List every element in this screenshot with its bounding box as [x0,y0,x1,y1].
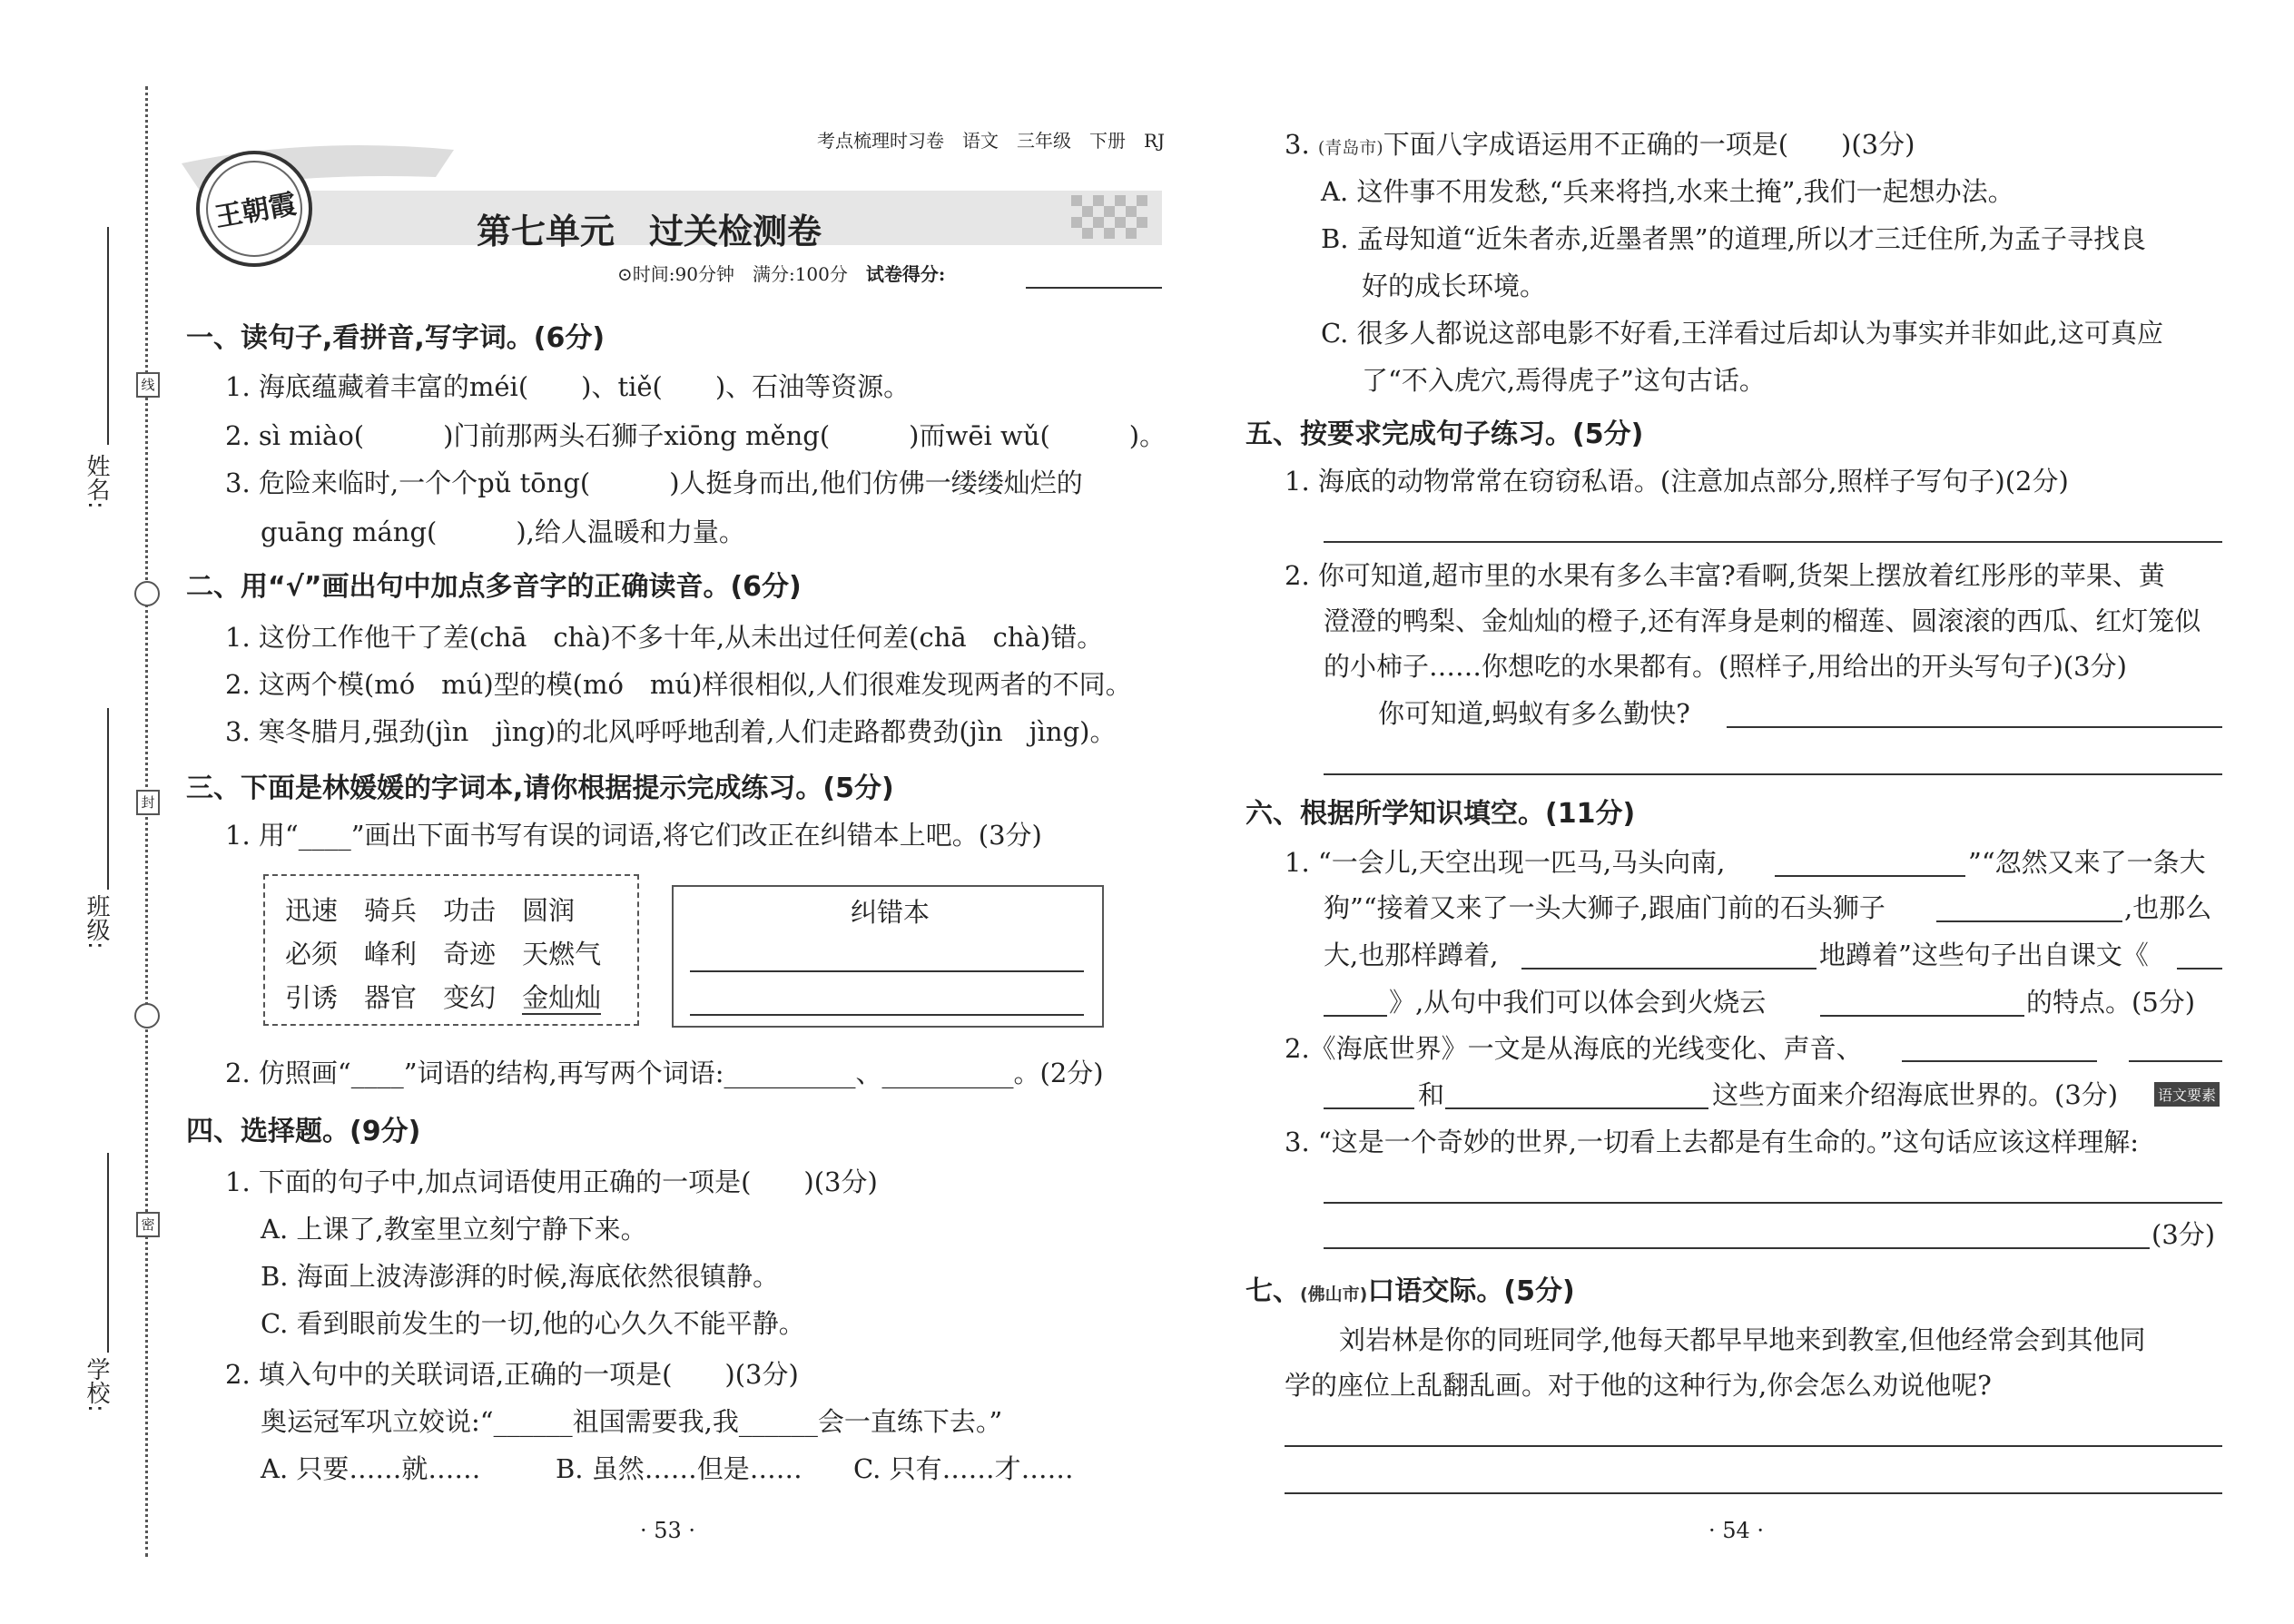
s1-q1[interactable]: 1. 海底蕴藏着丰富的méi( )、tiě( )、石油等资源。 [225,371,911,402]
s4-q1-option-c[interactable]: C. 看到眼前发生的一切,他的心久久不能平静。 [261,1308,805,1339]
blank-line[interactable] [1445,1107,1708,1109]
s4-q1[interactable]: 1. 下面的句子中,加点词语使用正确的一项是( )(3分) [225,1166,878,1197]
s6-q1c: 大,也那样蹲着, [1324,940,1499,970]
s6-q2b2: 这些方面来介绍海底世界的。(3分) [1712,1079,2119,1110]
section-2-title: 二、用“√”画出句中加点多音字的正确读音。(6分) [186,571,802,603]
s4-q2[interactable]: 2. 填入句中的关联词语,正确的一项是( )(3分) [225,1359,799,1390]
answer-line[interactable] [1324,773,2222,775]
name-field-line[interactable] [107,227,109,445]
s5-q2a: 2. 你可知道,超市里的水果有多么丰富?看啊,货架上摆放着红彤彤的苹果、黄 [1285,560,2165,591]
region-tag: (佛山市) [1300,1284,1368,1304]
word[interactable]: 骑兵 [364,895,418,926]
blank-line[interactable] [1936,920,2122,922]
s6-q1a2: ”“忽然又来了一条大 [1968,847,2206,878]
s5-q1: 1. 海底的动物常常在窃窃私语。(注意加点部分,照样子写句子)(2分) [1285,466,2069,497]
exam-info: ⊙时间:90分钟 满分:100分 试卷得分: [617,263,946,285]
word[interactable]: 引诱 [285,982,339,1013]
binding-mark-mi: 密 [136,1212,160,1237]
page-number-right: · 54 · [1708,1518,1765,1543]
s6-q1c2: 地蹲着”这些句子出自课文《 [1819,940,2149,970]
s6-q1d2: 》,从句中我们可以体会到火烧云 [1389,987,1767,1018]
answer-line[interactable] [1324,1247,2150,1249]
page-number-left: · 53 · [640,1518,696,1543]
s6-q1b: 狗”“接着又来了一头大狮子,跟庙门前的石头狮子 [1324,892,1885,923]
page-title: 第七单元 过关检测卷 [477,212,822,251]
s4-q2-option-c[interactable]: C. 只有……才…… [853,1453,1074,1484]
word-notebook [263,874,639,1026]
s1-q3a[interactable]: 3. 危险来临时,一个个pǔ tōng( )人挺身而出,他们仿佛一缕缕灿烂的 [225,468,1083,498]
class-field-line[interactable] [107,708,109,890]
s1-q3b[interactable]: guāng máng( ),给人温暖和力量。 [261,517,745,547]
word[interactable]: 圆润 [522,895,576,926]
s5-q2c: 的小柿子……你想吃的水果都有。(照样子,用给出的开头写句子)(3分) [1324,651,2127,682]
clock-icon: ⊙ [617,263,633,285]
r-q3-option-c[interactable]: C. 很多人都说这部电影不好看,王洋看过后却认为事实并非如此,这可真应 [1321,318,2164,349]
s3-q2[interactable]: 2. 仿照画“____”词语的结构,再写两个词语:__________、__________。(2分) [225,1058,1104,1088]
word[interactable]: 迅速 [285,895,339,926]
binding-mark-feng: 封 [136,790,160,815]
s2-q2[interactable]: 2. 这两个模(mó mú)型的模(mó mú)样很相似,人们很难发现两者的不同。 [225,669,1132,700]
section-1-title: 一、读句子,看拼音,写字词。(6分) [186,322,605,354]
blank-line[interactable] [1820,1015,2024,1017]
binding-line [145,86,148,1557]
blank-line[interactable] [2177,968,2222,969]
blank-line[interactable] [1324,1015,1387,1017]
section-3-title: 三、下面是林媛媛的字词本,请你根据提示完成练习。(5分) [186,773,894,804]
word-row [285,895,576,926]
s5-q2d: 你可知道,蚂蚁有多么勤快? [1378,698,1690,729]
correction-line[interactable] [690,970,1084,972]
word-underlined[interactable]: 金灿灿 [522,982,602,1013]
answer-line[interactable] [1727,726,2222,728]
s4-q2-option-a[interactable]: A. 只要……就…… [261,1453,481,1484]
answer-line[interactable] [1324,1202,2222,1204]
school-label: 学校: [83,1357,110,1412]
correction-line[interactable] [690,1014,1084,1016]
s3-q1: 1. 用“____”画出下面书写有误的词语,将它们改正在纠错本上吧。(3分) [225,820,1042,851]
s4-q1-option-b[interactable]: B. 海面上波涛澎湃的时候,海底依然很镇静。 [261,1261,779,1292]
r-q3-option-b-cont: 好的成长环境。 [1362,271,1547,301]
binding-circle-icon [134,1003,160,1029]
word[interactable]: 峰利 [364,939,418,969]
section-7-title: 七、(佛山市)口语交际。(5分) [1245,1275,1575,1307]
word[interactable]: 变幻 [443,982,497,1013]
s4-q2-sentence[interactable]: 奥运冠军巩立姣说:“______祖国需要我,我______会一直练下去。” [261,1406,1003,1437]
section-6-title: 六、根据所学知识填空。(11分) [1245,798,1636,830]
binding-mark-xian: 线 [136,372,160,398]
word[interactable]: 必须 [285,939,339,969]
s6-q1d3: 的特点。(5分) [2026,987,2196,1018]
section-4-title: 四、选择题。(9分) [186,1116,421,1147]
s2-q1[interactable]: 1. 这份工作他干了差(chā chà)不多十年,从未出过任何差(chā chà)错。 [225,622,1104,653]
logo-text: 王朝霞 [212,188,299,234]
word-row [285,941,601,968]
s4-q2-option-b[interactable]: B. 虽然……但是…… [556,1453,802,1484]
blank-line[interactable] [2129,1060,2222,1062]
class-label: 班级: [83,894,110,950]
r-q3-option-a[interactable]: A. 这件事不用发愁,“兵来将挡,水来土掩”,我们一起想办法。 [1321,176,2014,207]
r-q3-option-c-cont: 了“不入虎穴,焉得虎子”这句古话。 [1362,365,1766,396]
section-5-title: 五、按要求完成句子练习。(5分) [1245,418,1644,450]
region-tag: (青岛市) [1317,138,1383,158]
blank-line[interactable] [1775,875,1965,877]
name-label: 姓名: [83,454,110,509]
literacy-badge: 语文要素 [2154,1082,2220,1107]
s6-q1a: 1. “一会儿,天空出现一匹马,马头向南, [1285,847,1726,878]
word[interactable]: 天燃气 [522,939,602,969]
word[interactable]: 器官 [364,982,418,1013]
header-series-info: 考点梳理时习卷 语文 三年级 下册 RJ [817,130,1166,152]
answer-line[interactable] [1324,541,2222,543]
word[interactable]: 功击 [443,895,497,926]
s7-paragraph-1: 刘岩林是你的同班同学,他每天都早早地来到教室,但他经常会到其他同 [1339,1324,2146,1355]
blank-line[interactable] [1324,1107,1414,1109]
blank-line[interactable] [1521,968,1816,969]
school-field-line[interactable] [107,1153,109,1353]
r-q3-option-b[interactable]: B. 孟母知道“近朱者赤,近墨者黑”的道理,所以才三迁住所,为孟子寻找良 [1321,223,2147,254]
s6-q1b2: ,也那么 [2124,892,2212,923]
binding-circle-icon [134,581,160,606]
s5-q2b: 澄澄的鸭梨、金灿灿的橙子,还有浑身是刺的榴莲、圆滚滚的西瓜、红灯笼似 [1324,605,2201,636]
answer-line[interactable] [1285,1492,2222,1494]
s7-paragraph-2: 学的座位上乱翻乱画。对于他的这种行为,你会怎么劝说他呢? [1285,1370,1992,1401]
score-field[interactable] [1026,287,1162,289]
s6-q2b1: 和 [1418,1079,1445,1110]
word-row [285,982,602,1013]
s6-q2a: 2.《海底世界》一文是从海底的光线变化、声音、 [1285,1033,1863,1064]
word[interactable]: 奇迹 [443,939,497,969]
blank-line[interactable] [1902,1060,2097,1062]
s2-q3[interactable]: 3. 寒冬腊月,强劲(jìn jìng)的北风呼呼地刮着,人们走路都费劲(jìn jìng)。 [225,716,1117,747]
s6-q3: 3. “这是一个奇妙的世界,一切看上去都是有生命的。”这句话应该这样理解: [1285,1127,2140,1157]
s1-q2[interactable]: 2. sì miào( )门前那两头石狮子xiōng měng( )而wēi wǔ( )。 [225,420,1167,451]
r-q3-title[interactable]: 3. (青岛市)下面八字成语运用不正确的一项是( )(3分) [1285,129,1915,160]
answer-line[interactable] [1285,1445,2222,1447]
s6-q3-score: (3分) [2151,1219,2216,1250]
s4-q1-option-a[interactable]: A. 上课了,教室里立刻宁静下来。 [261,1214,647,1245]
correction-title: 纠错本 [851,897,930,928]
correction-notebook [672,885,1104,1028]
